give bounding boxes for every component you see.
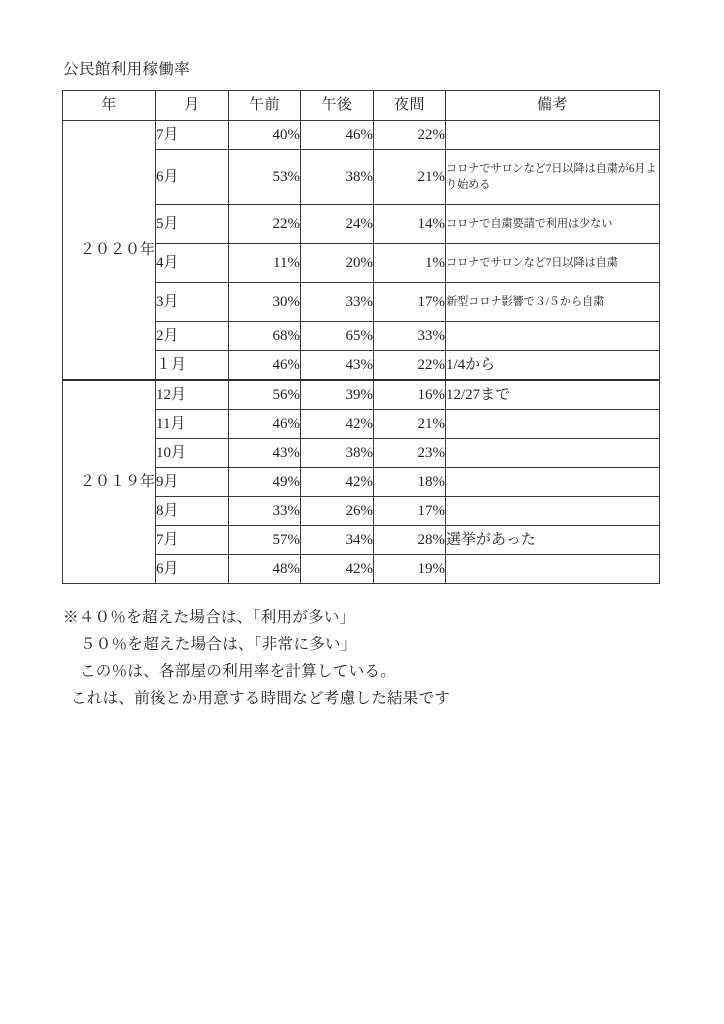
- year-group-label: ２０２０年: [63, 121, 156, 381]
- cell-afternoon-rate: 33%: [301, 283, 374, 322]
- cell-night-rate: 21%: [374, 410, 446, 439]
- footnote-line: この％は、各部屋の利用率を計算している。: [80, 663, 397, 680]
- cell-morning-rate: 22%: [229, 205, 301, 244]
- page-title: 公民館利用稼働率: [63, 61, 191, 78]
- cell-remarks: コロナでサロンなど7日以降は自粛が6月より始める: [446, 150, 660, 205]
- cell-remarks: 選挙があった: [446, 526, 660, 555]
- cell-night-rate: 22%: [374, 351, 446, 381]
- cell-month: 3月: [156, 283, 229, 322]
- cell-morning-rate: 68%: [229, 322, 301, 351]
- cell-month: 11月: [156, 410, 229, 439]
- cell-month: 10月: [156, 439, 229, 468]
- year-group-label: ２０１９年: [63, 380, 156, 584]
- cell-morning-rate: 11%: [229, 244, 301, 283]
- cell-afternoon-rate: 20%: [301, 244, 374, 283]
- cell-night-rate: 22%: [374, 121, 446, 150]
- cell-afternoon-rate: 24%: [301, 205, 374, 244]
- cell-morning-rate: 48%: [229, 555, 301, 584]
- column-header-morning: 午前: [229, 91, 301, 121]
- cell-night-rate: 17%: [374, 283, 446, 322]
- usage-rate-table: [62, 90, 660, 584]
- cell-month: １月: [156, 351, 229, 381]
- cell-night-rate: 21%: [374, 150, 446, 205]
- cell-night-rate: 19%: [374, 555, 446, 584]
- cell-remarks: [446, 439, 660, 468]
- cell-afternoon-rate: 42%: [301, 555, 374, 584]
- cell-night-rate: 23%: [374, 439, 446, 468]
- column-header-year: 年: [63, 91, 156, 121]
- cell-night-rate: 28%: [374, 526, 446, 555]
- cell-remarks: 12/27まで: [446, 380, 660, 410]
- cell-afternoon-rate: 42%: [301, 410, 374, 439]
- cell-morning-rate: 56%: [229, 380, 301, 410]
- cell-morning-rate: 40%: [229, 121, 301, 150]
- column-header-month: 月: [156, 91, 229, 121]
- column-header-night: 夜間: [374, 91, 446, 121]
- cell-month: 12月: [156, 380, 229, 410]
- usage-table-body: [63, 121, 660, 584]
- cell-month: 2月: [156, 322, 229, 351]
- cell-month: 6月: [156, 555, 229, 584]
- cell-remarks: 1/4から: [446, 351, 660, 381]
- column-header-afternoon: 午後: [301, 91, 374, 121]
- cell-afternoon-rate: 46%: [301, 121, 374, 150]
- cell-morning-rate: 30%: [229, 283, 301, 322]
- cell-remarks: [446, 121, 660, 150]
- cell-afternoon-rate: 34%: [301, 526, 374, 555]
- table-row: [63, 121, 660, 150]
- cell-morning-rate: 57%: [229, 526, 301, 555]
- cell-remarks: [446, 410, 660, 439]
- cell-remarks: コロナでサロンなど7日以降は自粛: [446, 244, 660, 283]
- table-header-row: [63, 91, 660, 121]
- cell-night-rate: 1%: [374, 244, 446, 283]
- cell-remarks: [446, 555, 660, 584]
- cell-afternoon-rate: 65%: [301, 322, 374, 351]
- cell-morning-rate: 33%: [229, 497, 301, 526]
- cell-morning-rate: 43%: [229, 439, 301, 468]
- usage-table-container: [62, 90, 659, 584]
- cell-night-rate: 14%: [374, 205, 446, 244]
- column-header-remarks: 備考: [446, 91, 660, 121]
- cell-morning-rate: 46%: [229, 410, 301, 439]
- cell-night-rate: 18%: [374, 468, 446, 497]
- table-row: [63, 380, 660, 410]
- cell-remarks: 新型コロナ影響で３/５から自粛: [446, 283, 660, 322]
- cell-night-rate: 17%: [374, 497, 446, 526]
- cell-month: 7月: [156, 121, 229, 150]
- cell-remarks: [446, 468, 660, 497]
- cell-night-rate: 33%: [374, 322, 446, 351]
- cell-morning-rate: 53%: [229, 150, 301, 205]
- footnotes: [63, 604, 663, 712]
- cell-month: 5月: [156, 205, 229, 244]
- cell-afternoon-rate: 43%: [301, 351, 374, 381]
- footnote-line: これは、前後とか用意する時間など考慮した結果です: [71, 690, 451, 707]
- cell-afternoon-rate: 38%: [301, 439, 374, 468]
- cell-afternoon-rate: 26%: [301, 497, 374, 526]
- cell-afternoon-rate: 39%: [301, 380, 374, 410]
- cell-month: 7月: [156, 526, 229, 555]
- footnote-line: ※４０％を超えた場合は、「利用が多い」: [63, 609, 356, 626]
- cell-night-rate: 16%: [374, 380, 446, 410]
- cell-month: 6月: [156, 150, 229, 205]
- cell-remarks: [446, 497, 660, 526]
- footnote-line: ５０％を超えた場合は、「非常に多い」: [80, 636, 357, 653]
- cell-morning-rate: 46%: [229, 351, 301, 381]
- cell-afternoon-rate: 42%: [301, 468, 374, 497]
- cell-month: 8月: [156, 497, 229, 526]
- cell-afternoon-rate: 38%: [301, 150, 374, 205]
- cell-remarks: コロナで自粛要請で利用は少ない: [446, 205, 660, 244]
- cell-month: 4月: [156, 244, 229, 283]
- cell-remarks: [446, 322, 660, 351]
- cell-morning-rate: 49%: [229, 468, 301, 497]
- cell-month: 9月: [156, 468, 229, 497]
